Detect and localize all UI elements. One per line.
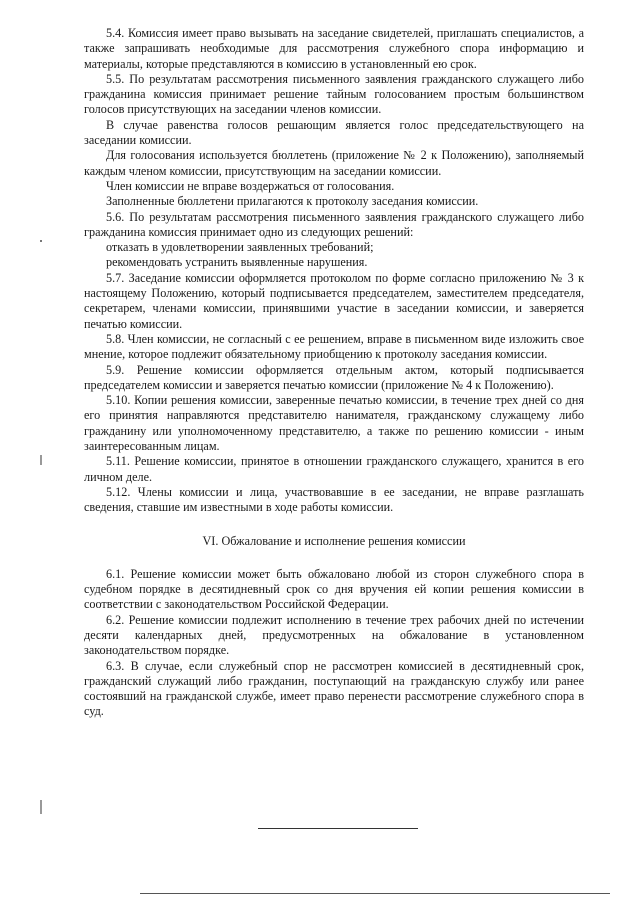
paragraph-5-12: 5.12. Члены комиссии и лица, участвовавшие в ее заседании, не вправе разглашать сведения, ставшие им известными в ходе работы комиссии. [84,484,584,515]
paragraph-5-11: 5.11. Решение комиссии, принятое в отношении гражданского служащего, хранится в его личном деле. [84,454,584,484]
paragraph-6-1: 6.1. Решение комиссии может быть обжаловано любой из сторон служебного спора в судебном порядке в десятидневный срок со дня вручения ей копии решения комиссии в соответствии с законодательством Российской Федерации. [84,566,584,612]
end-separator-line [258,828,418,829]
scan-artifact [40,455,42,465]
page-bottom-rule [140,893,610,894]
list-item-refuse: отказать в удовлетворении заявленных требований; [106,240,374,255]
section-heading: VI. Обжалование и исполнение решения комиссии [202,533,466,548]
paragraph-ballot: Для голосования используется бюллетень (приложение № 2 к Положению), заполняемый каждым членом комиссии, присутствующим на заседании комиссии. [84,148,584,178]
paragraph-5-6: 5.6. По результатам рассмотрения письменного заявления гражданского служащего либо гражданина комиссия принимает одно из следующих решений: [84,209,584,239]
list-item-recommend: рекомендовать устранить выявленные нарушения. [106,255,368,270]
paragraph-6-2: 6.2. Решение комиссии подлежит исполнению в течение трех рабочих дней по истечении десяти календарных дней, предусмотренных на обжалование в установленном законодательством порядке. [84,612,584,658]
document-page [84,26,584,720]
paragraph-5-4: 5.4. Комиссия имеет право вызывать на заседание свидетелей, приглашать специалистов, а также запрашивать необходимые для рассмотрения служебного спора информацию и материалы, которые представляются в комиссию в установленный ею срок. [84,26,584,71]
paragraph-6-3: 6.3. В случае, если служебный спор не рассмотрен комиссией в десятидневный срок, гражданский служащий либо гражданин, поступающий на гражданскую службу или ранее состоявший на гражданской службе, имеет право перенести рассмотрение служебного спора в суд. [84,658,584,719]
paragraph-tie-vote: В случае равенства голосов решающим является голос председательствующего на заседании комиссии. [84,117,584,148]
paragraph-5-10: 5.10. Копии решения комиссии, заверенные печатью комиссии, в течение трех дней со дня его принятия направляются представителю нанимателя, гражданскому служащему либо гражданину или уполномоченному представителю, а также по решению комиссии - иным заинтересованным лицам. [84,393,584,454]
paragraph-ballots-attached: Заполненные бюллетени прилагаются к протоколу заседания комиссии. [106,194,479,209]
paragraph-5-9: 5.9. Решение комиссии оформляется отдельным актом, который подписывается председателем комиссии и заверяется печатью комиссии (приложение № 4 к Положению). [84,362,584,392]
paragraph-5-7: 5.7. Заседание комиссии оформляется протоколом по форме согласно приложению № 3 к настоящему Положению, который подписывается председателем, заместителем председателя, секретарем, членами комиссии, принявшими участие в заседании комиссии, и заверяется печатью комиссии. [84,270,584,331]
scan-artifact [40,240,42,242]
scan-artifact [40,800,42,814]
paragraph-no-abstain: Член комиссии не вправе воздержаться от голосования. [106,178,395,193]
paragraph-5-5: 5.5. По результатам рассмотрения письменного заявления гражданского служащего либо гражданина комиссия принимает решение тайным голосованием простым большинством голосов присутствующих на заседании членов комиссии. [84,71,584,117]
paragraph-5-8: 5.8. Член комиссии, не согласный с ее решением, вправе в письменном виде изложить свое мнение, которое подлежит обязательному приобщению к протоколу заседания комиссии. [84,331,584,362]
